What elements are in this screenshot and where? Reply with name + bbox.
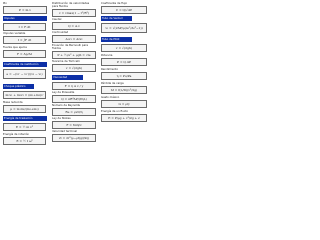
formula-fuerza: F = Δp/Δt: [3, 50, 46, 58]
label-terminal: Velocidad terminal: [52, 129, 78, 133]
formula-viscosidad: F = η A v / y: [52, 82, 96, 90]
label-gasto: Gasto másico: [101, 95, 120, 99]
header-choque-plastico: Choque plástico: [3, 84, 34, 89]
header-venturi: Tubo de Venturi: [101, 16, 132, 21]
label-torricelli: Teorema de Torricelli: [52, 59, 80, 63]
label-fuerza: Fuerza que ejerce: [3, 45, 27, 49]
label-impulso-variable: Impulso variable: [3, 31, 26, 35]
label-rotacion: Energía de rotación: [3, 132, 30, 136]
formula-bernoulli: P + ½ρv² + ρgh = cte: [52, 51, 96, 59]
label-potencia: Potencia: [101, 53, 113, 57]
formula-gasto: G = ρQ: [101, 100, 147, 108]
formula-impulso: I = F·Δt: [3, 23, 46, 31]
label-stokes: Ley de Stokes: [52, 116, 71, 120]
formula-terminal: vt = 2r²(ρ−ρf)g/(9η): [52, 134, 96, 142]
formula-rendimiento: η = Pu/Pa: [101, 72, 147, 80]
formula-pitot: v = √(2gh): [101, 44, 147, 52]
label-bernoulli: Ecuación de Bernoulli para fluidos: [52, 43, 88, 50]
label-poiseuille: Ley de Poiseuille: [52, 90, 75, 94]
formula-stokes: F = 6πηrv: [52, 121, 96, 129]
formula-sheet: [0, 0, 149, 198]
label-distribucion: Distribución de velocidades para fluidos: [52, 1, 90, 8]
formula-venturi: v₁ = √(2ΔP/ρ(A₁²/A₂²−1)): [101, 23, 147, 33]
formula-coef-flujo: C = Q/√ΔP: [101, 6, 147, 14]
header-traslacion: Energía de traslación: [3, 116, 47, 121]
label-continuidad: Continuidad: [52, 30, 69, 34]
label-caudal: Caudal: [52, 17, 62, 21]
header-impulso: Impulso: [3, 16, 47, 21]
label-coef-flujo: Coeficiente de flujo: [101, 1, 128, 5]
label-energia: Energía de un fluido: [101, 109, 129, 113]
formula-traslacion: E = ½ m v²: [3, 123, 46, 131]
header-pitot: Tubo de Pitot: [101, 37, 132, 42]
formula-restitucion: e = −(v₂′ − v₁′)/(v₂ − v₁): [3, 69, 46, 79]
label-reynolds: Número de Reynolds: [52, 103, 80, 107]
formula-pin: P = m·v: [3, 6, 47, 14]
formula-impulso-variable: I = ∫F dt: [3, 36, 46, 44]
label-pin: Pin: [3, 1, 8, 5]
formula-perdida: hf = f(L/D)(v²/2g): [101, 86, 147, 94]
formula-reynolds: Re = ρvD/η: [52, 108, 96, 116]
label-perdida: Pérdida de carga: [101, 81, 124, 85]
header-restitucion: Coeficiente de restitución: [3, 62, 47, 67]
formula-rotacion: E = ½ I ω²: [3, 137, 46, 145]
formula-poiseuille: Q = πR⁴ΔP/(8ηL): [52, 95, 96, 103]
label-rendimiento: Rendimiento: [101, 67, 118, 71]
formula-masa-reducida: μ = m₁m₂/(m₁+m₂): [3, 105, 46, 113]
formula-potencia: P = Q·ΔP: [101, 58, 147, 66]
formula-energia: E = P/ρg + v²/2g + z: [101, 114, 147, 122]
formula-distribucion: v = vmax(1 − r²/R²): [52, 9, 96, 17]
formula-choque-plastico: m₁v₁ + m₂v₂ = (m₁+m₂)v′: [3, 91, 46, 99]
header-viscosidad: Viscosidad: [52, 75, 83, 80]
label-masa-reducida: Masa reducida: [3, 100, 23, 104]
formula-caudal: Q = A·v: [52, 22, 96, 30]
formula-torricelli: v = √(2gh): [52, 64, 96, 72]
formula-continuidad: A₁v₁ = A₂v₂: [52, 35, 96, 43]
